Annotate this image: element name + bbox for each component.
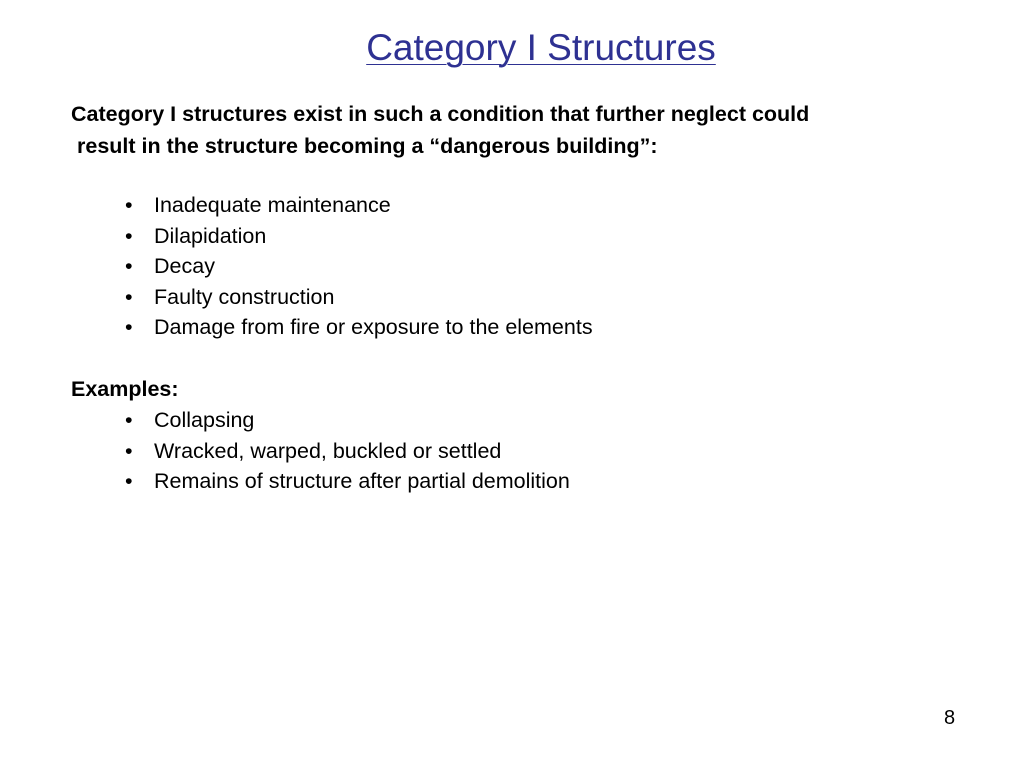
list-item	[122, 190, 593, 221]
list-item-text: Dilapidation	[154, 223, 267, 248]
bullet-icon: •	[125, 284, 133, 309]
list-item-text: Faulty construction	[154, 284, 335, 309]
list-item	[122, 436, 570, 467]
list-item	[122, 282, 593, 313]
conditions-list	[122, 190, 593, 343]
bullet-icon: •	[125, 438, 133, 463]
slide-title: Category I Structures	[366, 27, 716, 68]
bullet-icon: •	[125, 469, 133, 493]
list-item-text: Decay	[154, 254, 215, 278]
bullet-icon: •	[125, 223, 133, 248]
list-item	[122, 405, 570, 436]
list-item-text: Inadequate maintenance	[154, 193, 391, 217]
intro-line-1: Category I structures exist in such a condition that further neglect could	[71, 102, 810, 126]
bullet-icon: •	[125, 315, 133, 339]
list-item-text: Wracked, warped, buckled or settled	[154, 438, 502, 463]
bullet-icon: •	[125, 408, 133, 432]
examples-heading: Examples:	[71, 377, 179, 401]
page-number: 8	[944, 707, 956, 729]
intro-line-2: result in the structure becoming a “dangerous building”:	[77, 134, 658, 158]
list-item	[122, 221, 593, 252]
list-item-text: Remains of structure after partial demolition	[154, 469, 570, 493]
list-item	[122, 251, 593, 282]
list-item	[122, 312, 593, 343]
examples-list	[122, 405, 570, 497]
list-item-text: Damage from fire or exposure to the elements	[154, 315, 593, 339]
intro-text	[71, 98, 991, 162]
bullet-icon: •	[125, 254, 133, 278]
list-item	[122, 466, 570, 497]
list-item-text: Collapsing	[154, 408, 255, 432]
bullet-icon: •	[125, 193, 133, 217]
